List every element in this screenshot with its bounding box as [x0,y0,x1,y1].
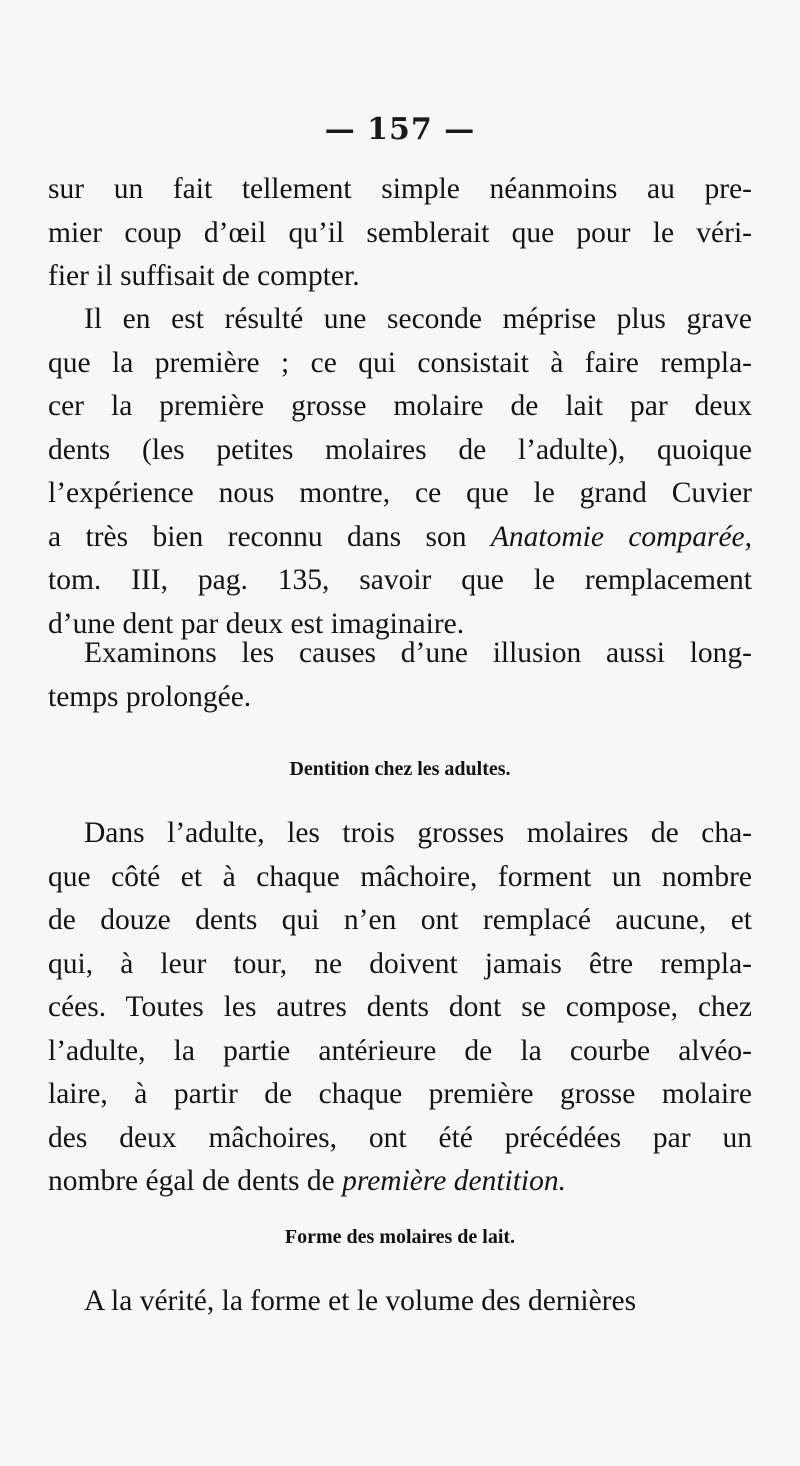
text-line-with-italic [48,1160,752,1204]
text-line: des deux mâchoires, ont été précédées par un [48,1121,752,1154]
text-line: fier il suffisait de compter. [48,260,360,292]
paragraph-illusion [48,632,752,719]
text-line: mier coup d’œil qu’il semblerait que pour le véri- [48,216,752,249]
italic-phrase: première dentition. [342,1165,567,1197]
text-line-with-italic [48,516,752,560]
paragraph-continuation [48,168,752,299]
text-line: l’adulte, la partie antérieure de la courbe alvéo- [48,1034,752,1067]
paragraph-milk-molars [48,1280,752,1324]
text-line: cer la première grosse molaire de lait par deux [48,390,752,422]
text-line: qui, à leur tour, ne doivent jamais être rempla- [48,947,752,980]
text-line: de douze dents qui n’en ont remplacé aucune, et [48,904,752,936]
text-line: tom. III, pag. 135, savoir que le remplacement [48,564,752,596]
text-line: laire, à partir de chaque première grosse molaire [48,1078,752,1110]
section-heading-milk-molars: Forme des molaires de lait. [284,1226,516,1248]
text-line: temps prolongée. [48,680,252,713]
text-line: dents (les petites molaires de l’adulte), quoique [48,433,752,466]
text-line: que côté et à chaque mâchoire, forment un nombre [48,860,752,893]
page-number: — 157 — [324,112,476,147]
paragraph-adult-dentition [48,812,752,1204]
section-heading-adult-dentition: Dentition chez les adultes. [289,758,511,780]
text-line: d’une dent par deux est imaginaire. [48,607,465,640]
text-line: que la première ; ce qui consistait à faire rempla- [48,346,752,379]
text-line: sur un fait tellement simple néanmoins au pre- [48,173,752,205]
text-line: Examinons les causes d’une illusion aussi long- [84,637,752,669]
text-segment: nombre égal de dents de [48,1165,335,1197]
text-line: Dans l’adulte, les trois grosses molaires de cha- [84,817,752,849]
paragraph-second-error [48,298,752,646]
italic-book-title: Anatomie comparée, [490,520,753,553]
text-line: cées. Toutes les autres dents dont se compose, chez [48,991,752,1023]
text-segment: a très bien reconnu dans son [48,520,467,553]
text-line: l’expérience nous montre, ce que le grand Cuvier [48,477,752,509]
text-line: A la vérité, la forme et le volume des dernières [84,1285,637,1317]
text-line: Il en est résulté une seconde méprise plus grave [84,303,752,335]
